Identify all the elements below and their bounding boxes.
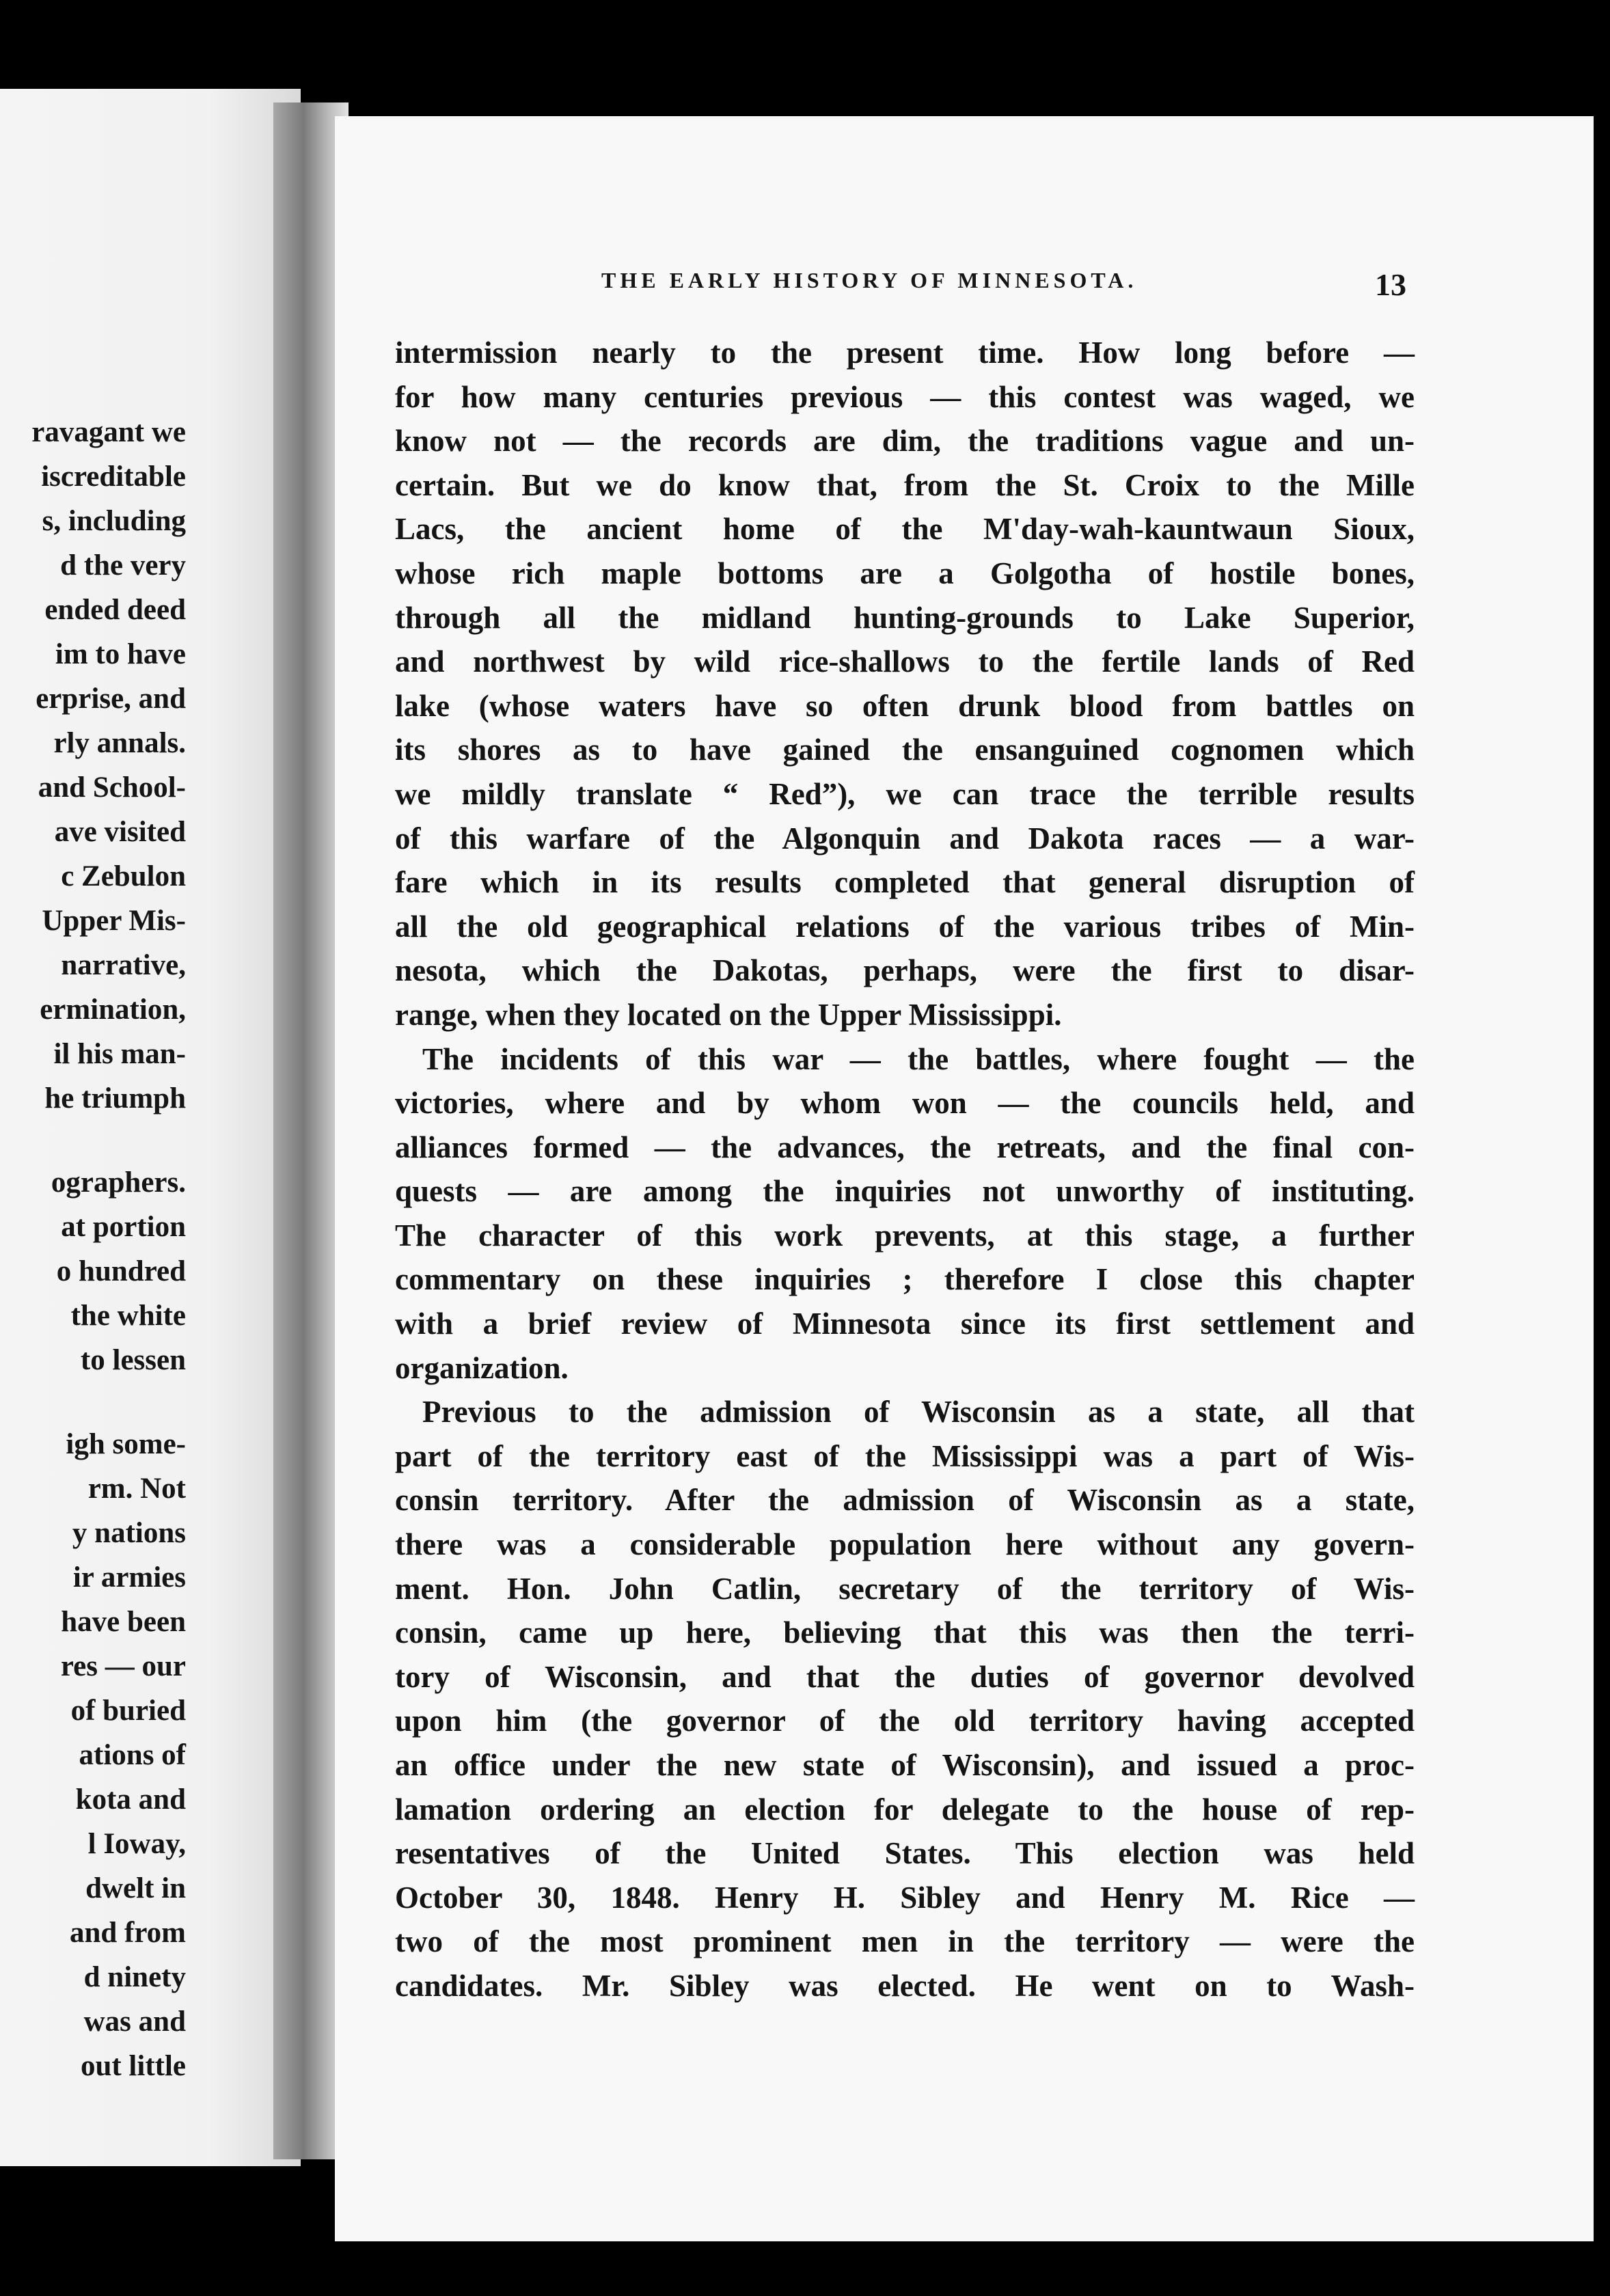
left-page-line: and School- — [38, 771, 186, 804]
left-page-line: to lessen — [80, 1344, 186, 1376]
body-line: with a brief review of Minnesota since its first settlement and — [395, 1307, 1415, 1341]
running-header: THE EARLY HISTORY OF MINNESOTA. — [601, 268, 1138, 292]
left-page-line: was and — [83, 2006, 186, 2038]
paragraph-gap — [0, 1382, 186, 1422]
body-line: certain. But we do know that, from the St. Croix to the Mille — [395, 467, 1415, 502]
body-line: The incidents of this war — the battles, where fought — the — [422, 1041, 1415, 1076]
body-line: victories, where and by whom won — the councils held, and — [395, 1086, 1415, 1121]
left-page-line: and from — [69, 1917, 186, 1949]
left-page-line: of buried — [70, 1695, 186, 1727]
body-line: its shores as to have gained the ensanguined cognomen which — [395, 733, 1415, 767]
body-line: ment. Hon. John Catlin, secretary of the territory of Wis- — [395, 1571, 1415, 1606]
body-line: range, when they located on the Upper Mississippi. — [395, 997, 1062, 1032]
body-line: Lacs, the ancient home of the M'day-wah-kauntwaun Sioux, — [395, 512, 1415, 547]
left-page-line: have been — [61, 1606, 186, 1638]
left-page-line: o hundred — [56, 1255, 186, 1287]
body-line: consin territory. After the admission of Wisconsin as a state, — [395, 1483, 1415, 1518]
body-line: upon him (the governor of the old territory having accepted — [395, 1704, 1415, 1738]
left-page-line: c Zebulon — [61, 860, 186, 892]
left-page-line: ravagant we — [31, 416, 186, 448]
body-line: two of the most prominent men in the territory — were the — [395, 1924, 1415, 1959]
left-page-line: s, including — [42, 505, 186, 537]
body-line: part of the territory east of the Mississippi was a part of Wis- — [395, 1438, 1415, 1473]
left-page-line: erprise, and — [36, 683, 186, 715]
paragraph-gap — [0, 1121, 186, 1160]
left-page-line: res — our — [60, 1650, 186, 1682]
body-line: whose rich maple bottoms are a Golgotha of hostile bones, — [395, 556, 1415, 590]
left-page-text — [0, 410, 186, 2088]
body-line: Previous to the admission of Wisconsin as a state, all that — [422, 1395, 1415, 1430]
left-page-line: y nations — [72, 1517, 186, 1549]
body-line: nesota, which the Dakotas, perhaps, were the first to disar- — [395, 953, 1415, 988]
left-page-line: rly annals. — [53, 727, 186, 759]
left-page-line: ave visited — [54, 816, 186, 848]
left-page-line: he triumph — [44, 1082, 186, 1115]
body-line: resentatives of the United States. This election was held — [395, 1836, 1415, 1871]
body-line: through all the midland hunting-grounds to Lake Superior, — [395, 600, 1415, 635]
page-number: 13 — [1375, 267, 1406, 302]
body-line: October 30, 1848. Henry H. Sibley and Henry M. Rice — — [395, 1880, 1415, 1915]
left-page-line: the white — [70, 1300, 186, 1332]
body-line: know not — the records are dim, the traditions vague and un- — [395, 424, 1415, 459]
body-line: organization. — [395, 1350, 569, 1385]
body-line: fare which in its results completed that general disruption of — [395, 865, 1415, 900]
left-page-line: out little — [80, 2050, 186, 2082]
left-page-line: ations of — [79, 1739, 186, 1771]
body-line: lamation ordering an election for delegate to the house of rep- — [395, 1792, 1415, 1827]
left-page-line: ographers. — [51, 1166, 186, 1199]
left-page-line: narrative, — [61, 949, 186, 981]
left-page-line: at portion — [61, 1211, 186, 1243]
body-line: lake (whose waters have so often drunk blood from battles on — [395, 688, 1415, 723]
body-line: intermission nearly to the present time. How long before — — [395, 336, 1415, 370]
body-line: an office under the new state of Wisconsin), and issued a proc- — [395, 1748, 1415, 1782]
left-page-line: il his man- — [53, 1038, 186, 1070]
left-page-line: d the very — [60, 549, 186, 582]
body-line: commentary on these inquiries ; therefore I close this chapter — [395, 1262, 1415, 1297]
left-page-line: ermination, — [40, 994, 186, 1026]
left-page-line: l Ioway, — [87, 1828, 186, 1860]
left-page-line: dwelt in — [85, 1872, 186, 1904]
body-line: of this warfare of the Algonquin and Dakota races — a war- — [395, 821, 1415, 856]
body-line: alliances formed — the advances, the retreats, and the final con- — [395, 1130, 1415, 1164]
body-line: for how many centuries previous — this contest was waged, we — [395, 379, 1415, 414]
body-line: all the old geographical relations of the various tribes of Min- — [395, 909, 1415, 944]
left-page-line: iscreditable — [41, 461, 186, 493]
left-page-line: Upper Mis- — [42, 905, 186, 937]
left-page-line: ir armies — [72, 1561, 186, 1594]
body-line: tory of Wisconsin, and that the duties of governor devolved — [395, 1659, 1415, 1694]
left-page-line: rm. Not — [87, 1473, 186, 1505]
left-page-line: im to have — [55, 638, 186, 670]
left-page-line: kota and — [75, 1784, 186, 1816]
body-text — [395, 331, 1415, 2008]
body-line: and northwest by wild rice-shallows to the fertile lands of Red — [395, 644, 1415, 679]
body-line: candidates. Mr. Sibley was elected. He went on to Wash- — [395, 1968, 1415, 2003]
body-line: there was a considerable population here without any govern- — [395, 1527, 1415, 1562]
left-page-line: ended deed — [44, 594, 186, 626]
left-page-line: d ninety — [83, 1961, 186, 1993]
left-page — [0, 89, 301, 2166]
body-line: quests — are among the inquiries not unworthy of instituting. — [395, 1174, 1415, 1209]
body-line: consin, came up here, believing that this was then the terri- — [395, 1615, 1415, 1650]
body-line: The character of this work prevents, at this stage, a further — [395, 1218, 1415, 1253]
body-line: we mildly translate “ Red”), we can trace the terrible results — [395, 776, 1415, 811]
left-page-line: igh some- — [66, 1428, 186, 1460]
